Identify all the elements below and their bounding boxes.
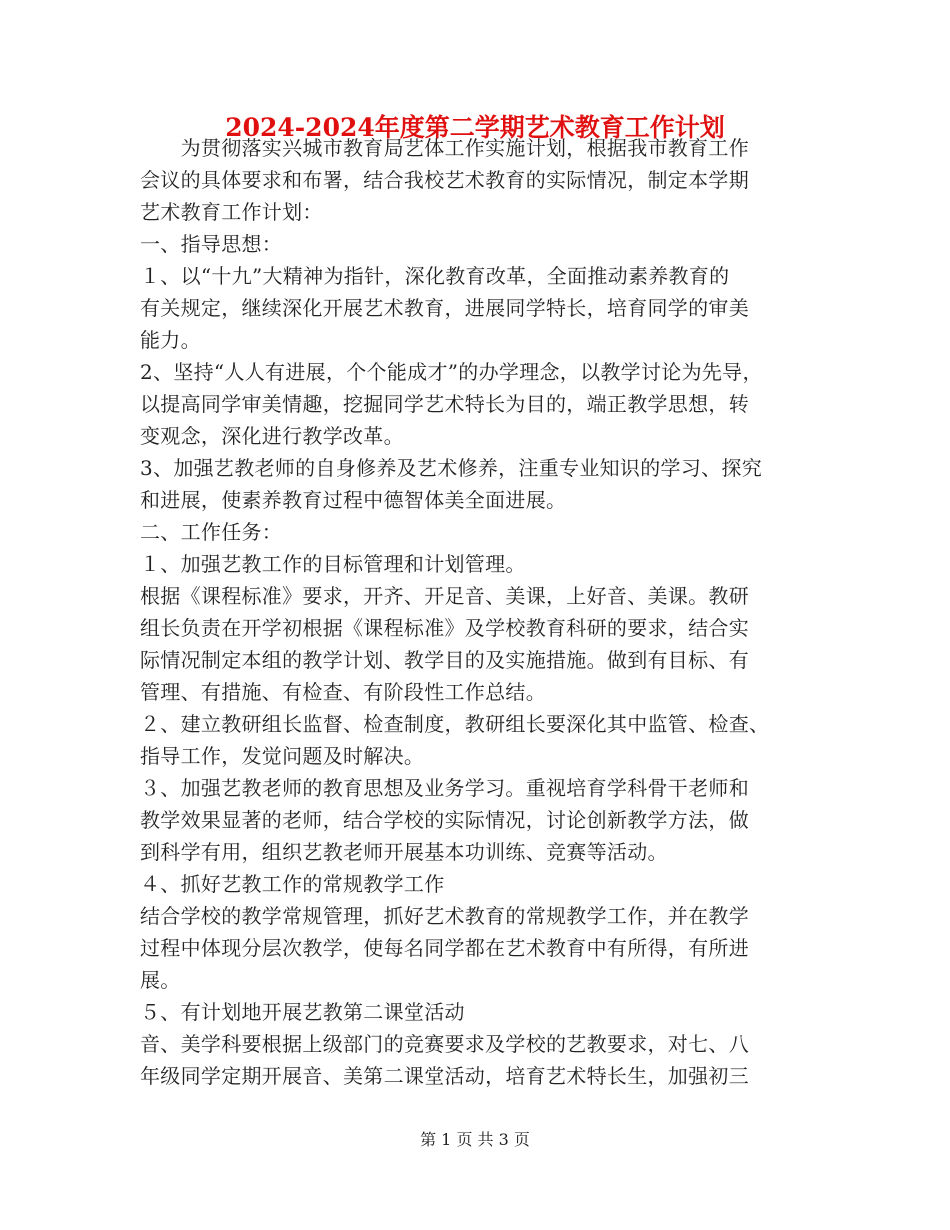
document-body [140, 132, 830, 1092]
text-line: 到科学有用，组织艺教老师开展基本功训练、竞赛等活动。 [140, 840, 668, 864]
text-line: ４、抓好艺教工作的常规教学工作 [140, 872, 445, 896]
document-title: 2024-2024年度第二学期艺术教育工作计划 [225, 113, 725, 142]
text-line: ５、有计划地开展艺教第二课堂活动 [140, 1000, 465, 1024]
text-line: １、加强艺教工作的目标管理和计划管理。 [140, 552, 526, 576]
text-line: 根据《课程标准》要求，开齐、开足音、美课，上好音、美课。教研 [140, 584, 749, 608]
text-line: 展。 [140, 968, 181, 992]
section-heading: 二、工作任务： [140, 520, 283, 544]
text-line: 2、坚持“人人有进展，个个能成才”的办学理念，以教学讨论为先导， [140, 360, 763, 384]
text-line: 管理、有措施、有检查、有阶段性工作总结。 [140, 680, 546, 704]
text-line: 变观念，深化进行教学改革。 [140, 424, 404, 448]
text-line: 为贯彻落实兴城市教育局艺体工作实施计划，根据我市教育工作 [140, 136, 749, 160]
text-line: ３、加强艺教老师的教育思想及业务学习。重视培育学科骨干老师和 [140, 776, 749, 800]
text-line: 有关规定，继续深化开展艺术教育，进展同学特长，培育同学的审美 [140, 296, 749, 320]
page-footer: 第 1 页 共 3 页 [420, 1130, 530, 1149]
text-line: 过程中体现分层次教学，使每名同学都在艺术教育中有所得，有所进 [140, 936, 749, 960]
text-line: 年级同学定期开展音、美第二课堂活动，培育艺术特长生，加强初三 [140, 1064, 749, 1088]
text-line: １、以“十九”大精神为指针，深化教育改革，全面推动素养教育的 [140, 264, 730, 288]
text-line: 艺术教育工作计划： [140, 200, 323, 224]
text-line: 际情况制定本组的教学计划、教学目的及实施措施。做到有目标、有 [140, 648, 749, 672]
text-line: 3、加强艺教老师的自身修养及艺术修养，注重专业知识的学习、探究 [140, 456, 763, 480]
text-line: 指导工作，发觉问题及时解决。 [140, 744, 425, 768]
text-line: ２、建立教研组长监督、检查制度，教研组长要深化其中监管、检查、 [140, 712, 770, 736]
text-line: 会议的具体要求和布署，结合我校艺术教育的实际情况，制定本学期 [140, 168, 749, 192]
section-heading: 一、指导思想： [140, 232, 283, 256]
text-line: 教学效果显著的老师，结合学校的实际情况，讨论创新教学方法，做 [140, 808, 749, 832]
text-line: 结合学校的教学常规管理，抓好艺术教育的常规教学工作，并在教学 [140, 904, 749, 928]
text-line: 能力。 [140, 328, 201, 352]
text-line: 音、美学科要根据上级部门的竞赛要求及学校的艺教要求，对七、八 [140, 1032, 749, 1056]
text-line: 和进展，使素养教育过程中德智体美全面进展。 [140, 488, 567, 512]
text-line: 以提高同学审美情趣，挖掘同学艺术特长为目的，端正教学思想，转 [140, 392, 749, 416]
text-line: 组长负责在开学初根据《课程标准》及学校教育科研的要求，结合实 [140, 616, 749, 640]
